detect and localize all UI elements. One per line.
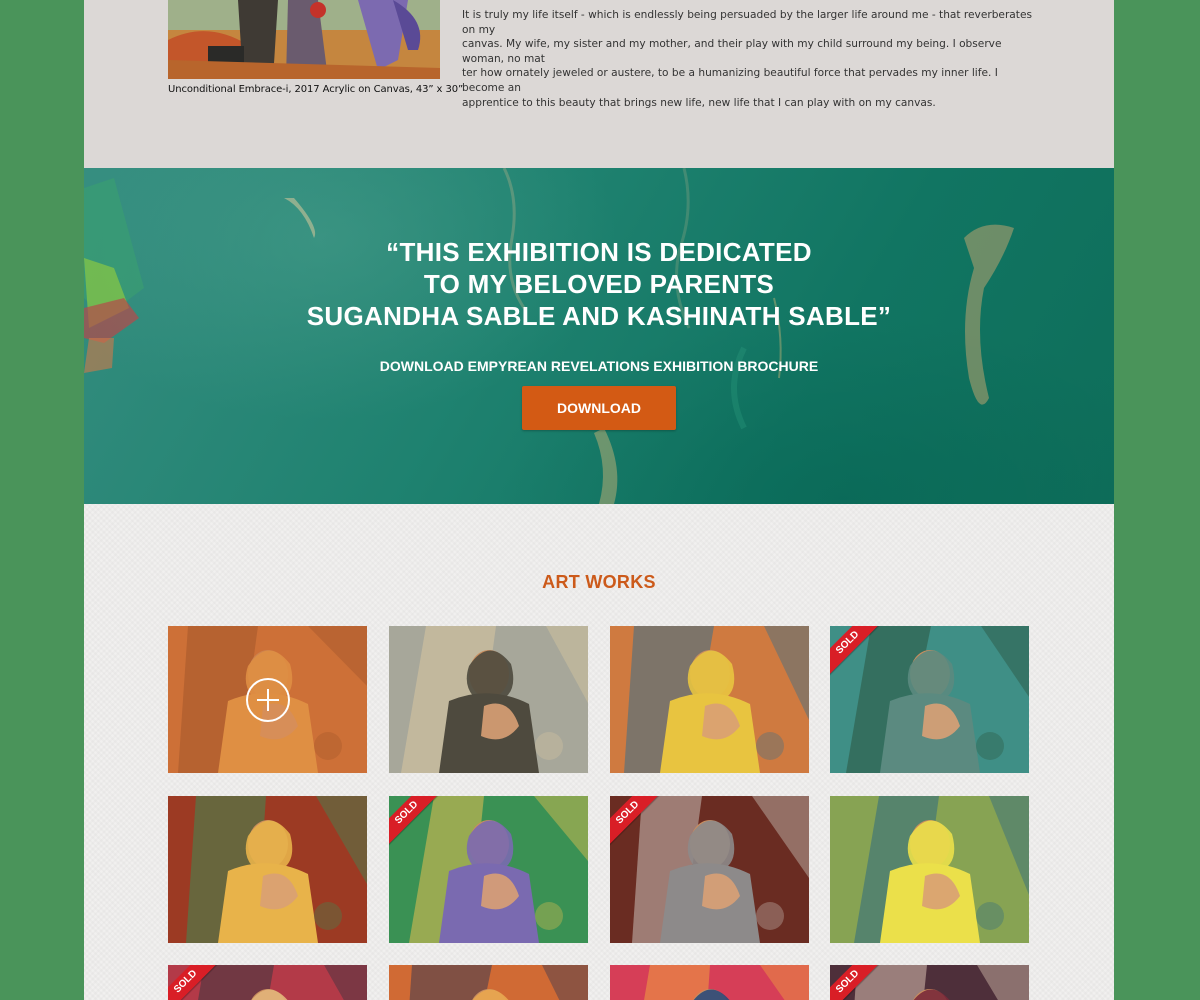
artwork-image: [168, 796, 367, 943]
artwork-tile[interactable]: [389, 626, 588, 773]
artwork-tile[interactable]: [168, 796, 367, 943]
download-brochure-button[interactable]: DOWNLOAD: [522, 386, 676, 430]
artwork-tile[interactable]: [168, 626, 367, 773]
dedication-quote-line: TO MY BELOVED PARENTS: [423, 269, 775, 299]
artwork-hover-overlay: [168, 626, 367, 773]
artwork-tile[interactable]: [168, 965, 367, 1000]
intro-paragraph-line: apprentice to this beauty that brings new life, new life that I can play with on my canvas.: [462, 96, 936, 109]
dedication-banner: [84, 168, 1114, 504]
artwork-image: [610, 965, 809, 1000]
painting-caption: Unconditional Embrace-i, 2017 Acrylic on Canvas, 43” x 30”: [168, 84, 464, 95]
artwork-tile[interactable]: [610, 626, 809, 773]
painting-image-unconditional-embrace[interactable]: [168, 0, 440, 79]
intro-paragraph-line: It is truly my life itself - which is endlessly being persuaded by the larger life around me - that reverberates on my: [462, 9, 1032, 36]
artwork-image: [830, 796, 1029, 943]
brochure-download-label: DOWNLOAD EMPYREAN REVELATIONS EXHIBITION BROCHURE: [379, 358, 819, 374]
artwork-image: [389, 965, 588, 1000]
intro-paragraph-line: canvas. My wife, my sister and my mother, and their play with my child surround my being. I observe woman, no mat: [462, 38, 1002, 65]
artwork-image: [830, 626, 1029, 773]
intro-paragraph: [462, 8, 1032, 110]
artwork-tile[interactable]: [830, 626, 1029, 773]
artwork-tile[interactable]: [389, 965, 588, 1000]
zoom-plus-icon[interactable]: [246, 678, 290, 722]
artwork-tile[interactable]: [830, 796, 1029, 943]
artwork-image: [389, 626, 588, 773]
artwork-tile[interactable]: [389, 796, 588, 943]
dedication-quote-line: “THIS EXHIBITION IS DEDICATED: [386, 237, 812, 267]
intro-paragraph-line: ter how ornately jeweled or austere, to be a humanizing beautiful force that pervades my inner life. I become an: [462, 67, 998, 94]
sold-ribbon: SOLD: [389, 796, 442, 848]
sold-ribbon: SOLD: [830, 626, 883, 678]
dedication-quote: [84, 236, 1114, 332]
sold-ribbon: SOLD: [610, 796, 663, 848]
artwork-image: [610, 626, 809, 773]
artwork-tile[interactable]: [610, 965, 809, 1000]
art-works-section: [84, 504, 1114, 1000]
sold-ribbon: SOLD: [168, 965, 221, 1000]
sold-ribbon: SOLD: [830, 965, 883, 1000]
artwork-image: [389, 796, 588, 943]
dedication-quote-line: SUGANDHA SABLE AND KASHINATH SABLE”: [306, 301, 892, 331]
artwork-tile[interactable]: [610, 796, 809, 943]
artwork-tile[interactable]: [830, 965, 1029, 1000]
section-title-art-works: ART WORKS: [542, 572, 656, 592]
intro-section: [84, 0, 1114, 168]
artwork-image: [610, 796, 809, 943]
banner-background-texture: [84, 168, 1114, 504]
page: [84, 0, 1114, 1000]
